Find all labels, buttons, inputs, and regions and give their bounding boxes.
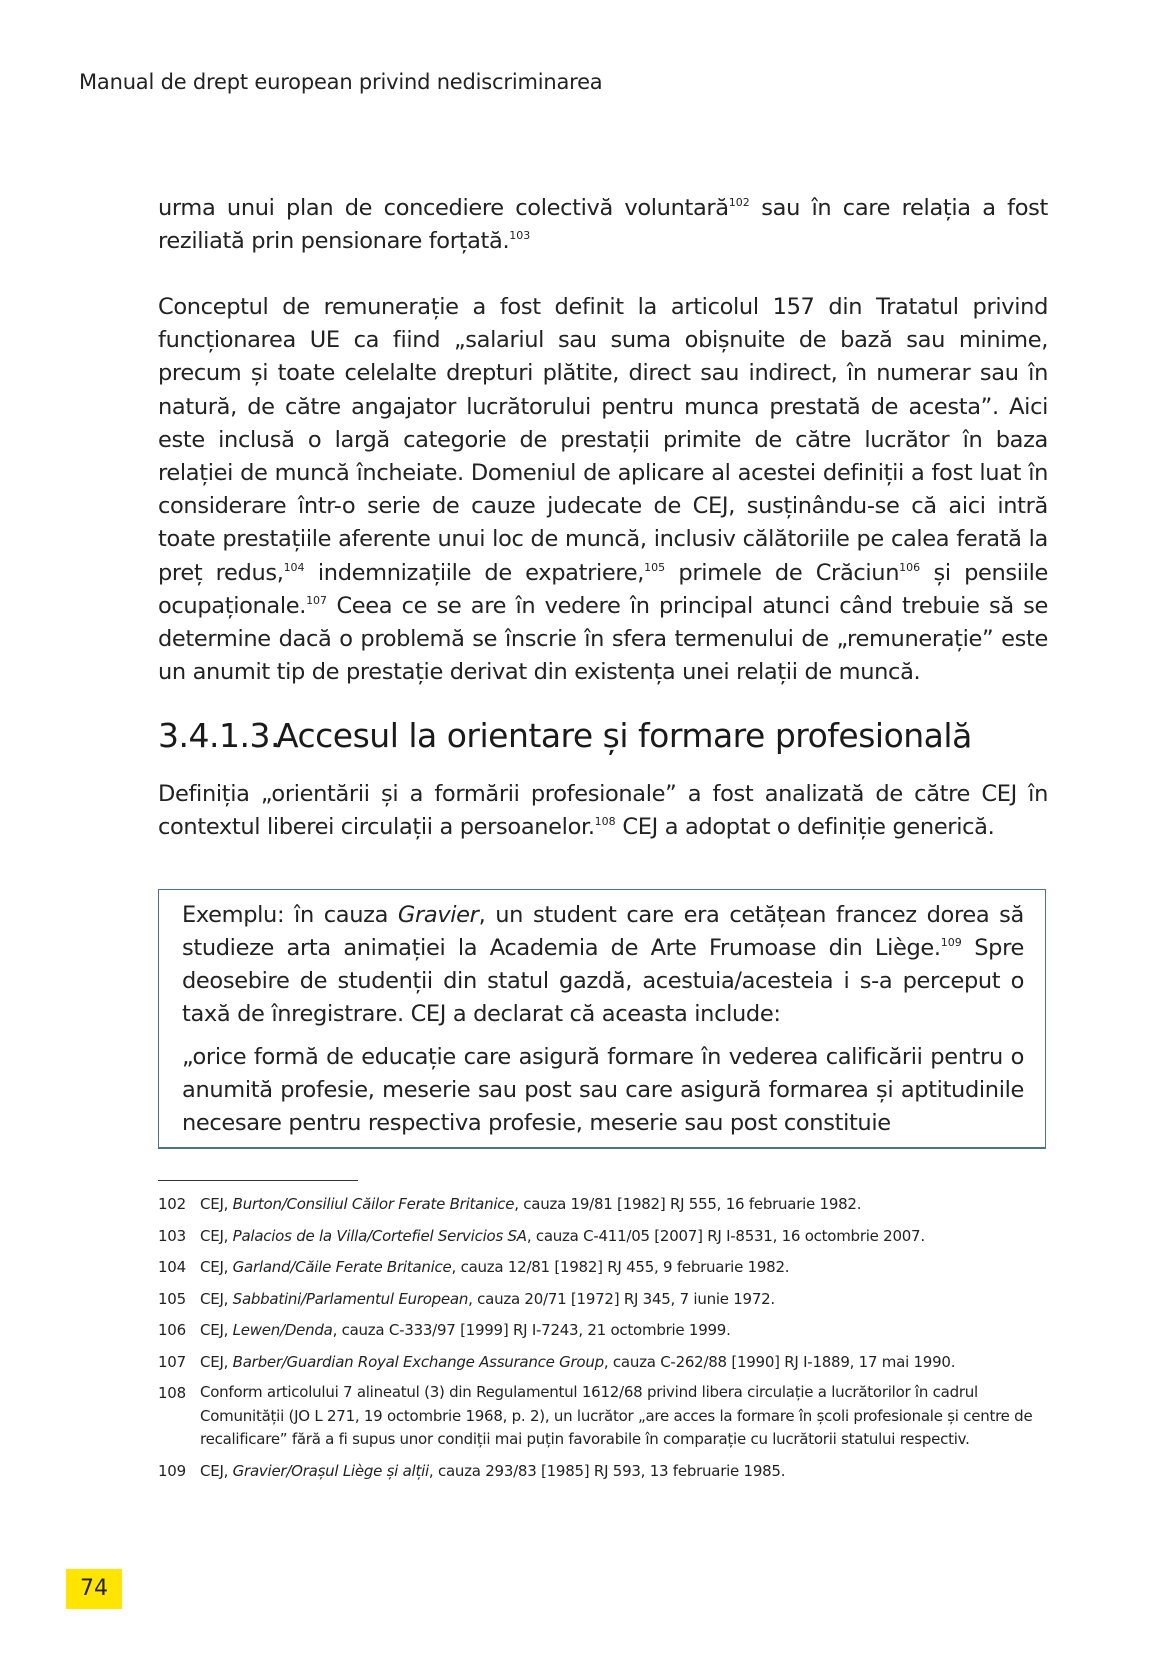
- text: și pensiile ocupaționale.: [158, 559, 1048, 619]
- footnote-text: [200, 1318, 1058, 1342]
- footnote-number: 108: [158, 1384, 186, 1402]
- paragraph-3: [158, 778, 1048, 844]
- footnote-item: [158, 1255, 1058, 1279]
- footnote-text: [200, 1287, 1058, 1311]
- text: CEJ,: [200, 1352, 233, 1371]
- running-head: Manual de drept european privind nediscriminarea: [79, 70, 603, 94]
- paragraph-2: [158, 291, 1048, 689]
- footnote-ref[interactable]: 103: [509, 229, 531, 243]
- text: CEJ a adoptat o definiție generică.: [615, 814, 995, 841]
- footnote-item: [158, 1318, 1058, 1342]
- footnote-ref[interactable]: 106: [899, 560, 921, 574]
- page-number: 74: [66, 1569, 122, 1609]
- text: , cauza C-262/88 [1990] RJ I-1889, 17 mai 1990.: [603, 1352, 956, 1371]
- text: Exemplu: în cauza: [182, 902, 398, 928]
- example-box: [158, 889, 1046, 1149]
- footnote-number: 104: [158, 1258, 186, 1276]
- example-text: [182, 899, 1024, 1031]
- case-name: Gravier: [397, 902, 479, 928]
- footnote-text: [200, 1192, 1058, 1216]
- text: CEJ,: [200, 1462, 233, 1480]
- footnote-ref[interactable]: 109: [940, 936, 962, 949]
- text: CEJ,: [200, 1289, 233, 1308]
- footnote-number: 102: [158, 1195, 186, 1213]
- case-title: Sabbatini/Parlamentul European: [232, 1289, 469, 1308]
- case-title: Barber/Guardian Royal Exchange Assurance Group: [232, 1352, 604, 1371]
- footnote-item: [158, 1287, 1058, 1311]
- text: Conform articolului 7 alineatul (3) din Regulamentul 1612/68 privind libera circulație a lucrătorilor în cadrul Comunității (JO L 271, 19 octombrie 1968, p. 2), un lucrător „are acces la formare în școli profesionale și centre de recalificare” fără a fi supus unor condiții mai puțin favorabile în comparație cu lucrătorii statului respectiv.: [200, 1383, 1033, 1448]
- footnote-item: [158, 1192, 1058, 1216]
- paragraph-1: [158, 192, 1048, 258]
- text: Definiția „orientării și a formării profesionale” a fost analizată de către CEJ în contextul liberei circulații a persoanelor.: [158, 781, 1048, 841]
- footnote-item: [158, 1350, 1058, 1374]
- footnote-item: [158, 1224, 1058, 1248]
- text: Conceptul de remunerație a fost definit la articolul 157 din Tratatul privind funcționarea UE ca fiind „salariul sau suma obișnuite de bază sau minime, precum și toate celelalte drepturi plătite, direct sau indirect, în numerar sau în natură, de către angajator lucrătorului pentru munca prestată de acesta”. Aici este inclusă o largă categorie de prestații primite de către lucrător în baza relației de muncă încheiate. Domeniul de aplicare al acestei definiții a fost luat în considerare într-o serie de cauze judecate de CEJ, susținându-se că aici intră toate prestațiile aferente unui loc de muncă, inclusiv călătoriile pe calea ferată la preț redus,: [158, 294, 1048, 586]
- text: , cauza C-333/97 [1999] RJ I-7243, 21 octombrie 1999.: [332, 1321, 731, 1339]
- text: primele de Crăciun: [665, 559, 900, 586]
- case-title: Palacios de la Villa/Cortefiel Servicios SA: [232, 1226, 527, 1245]
- footnote-item: [158, 1459, 1058, 1483]
- case-title: Garland/Căile Ferate Britanice: [232, 1258, 452, 1276]
- footnote-ref[interactable]: 105: [644, 560, 666, 574]
- footnote-text: [200, 1350, 1058, 1374]
- text: sau în care relația a fost reziliată prin pensionare forțată.: [158, 195, 1048, 255]
- case-title: Lewen/Denda: [232, 1321, 333, 1339]
- footnote-ref[interactable]: 102: [728, 196, 750, 209]
- footnote-number: 107: [158, 1352, 186, 1371]
- text: indemnizațiile de expatriere,: [304, 559, 645, 586]
- footnote-text: [200, 1224, 1058, 1248]
- footnote-number: 105: [158, 1289, 186, 1308]
- footnote-ref[interactable]: 104: [283, 560, 305, 574]
- footnote-ref[interactable]: 108: [594, 815, 616, 829]
- text: CEJ,: [200, 1258, 233, 1276]
- footnote-text: [200, 1381, 1058, 1452]
- section-number: 3.4.1.3.: [158, 716, 280, 755]
- text: Ceea ce se are în vedere în principal atunci când trebuie să se determine dacă o problemă se înscrie în sfera termenului de „remunerație” este un anumit tip de prestație derivat din existența unei relații de muncă.: [158, 592, 1048, 686]
- text: CEJ,: [200, 1226, 233, 1245]
- text: Spre deosebire de studenții din statul gazdă, acestuia/acesteia i s-a perceput o taxă de înregistrare. CEJ a declarat că aceasta include:: [182, 935, 1024, 1027]
- text: , cauza 293/83 [1985] RJ 593, 13 februarie 1985.: [428, 1462, 786, 1480]
- footnotes: [158, 1192, 1058, 1491]
- text: CEJ,: [200, 1195, 233, 1213]
- text: urma unui plan de concediere colectivă voluntară: [158, 195, 729, 221]
- text: , cauza 19/81 [1982] RJ 555, 16 februarie 1982.: [514, 1195, 862, 1213]
- section-heading: [158, 716, 972, 755]
- footnote-item: [158, 1381, 1058, 1452]
- text: , cauza 20/71 [1972] RJ 345, 7 iunie 1972.: [468, 1289, 775, 1308]
- text: CEJ,: [200, 1321, 233, 1339]
- footnote-text: [200, 1459, 1058, 1483]
- footnote-number: 109: [158, 1462, 186, 1480]
- text: , cauza C-411/05 [2007] RJ I-8531, 16 octombrie 2007.: [526, 1226, 925, 1245]
- text: , un student care era cetățean francez dorea să studieze arta animației la Academia de Arte Frumoase din Liège.: [182, 902, 1024, 961]
- case-title: Burton/Consiliul Căilor Ferate Britanice: [232, 1195, 515, 1213]
- footnote-number: 103: [158, 1226, 186, 1245]
- footnote-divider: [158, 1180, 358, 1181]
- footnote-ref[interactable]: 107: [306, 593, 328, 607]
- footnote-text: [200, 1255, 1058, 1279]
- footnote-number: 106: [158, 1321, 186, 1339]
- section-title: Accesul la orientare și formare profesională: [276, 716, 972, 755]
- case-title: Gravier/Orașul Liège și alții: [232, 1462, 429, 1480]
- text: , cauza 12/81 [1982] RJ 455, 9 februarie 1982.: [451, 1258, 790, 1276]
- example-quote: „orice formă de educație care asigură formare în vederea calificării pentru o anumită profesie, meserie sau post sau care asigură formarea și aptitudinile necesare pentru respectiva profesie, meserie sau post constituie: [182, 1044, 1024, 1136]
